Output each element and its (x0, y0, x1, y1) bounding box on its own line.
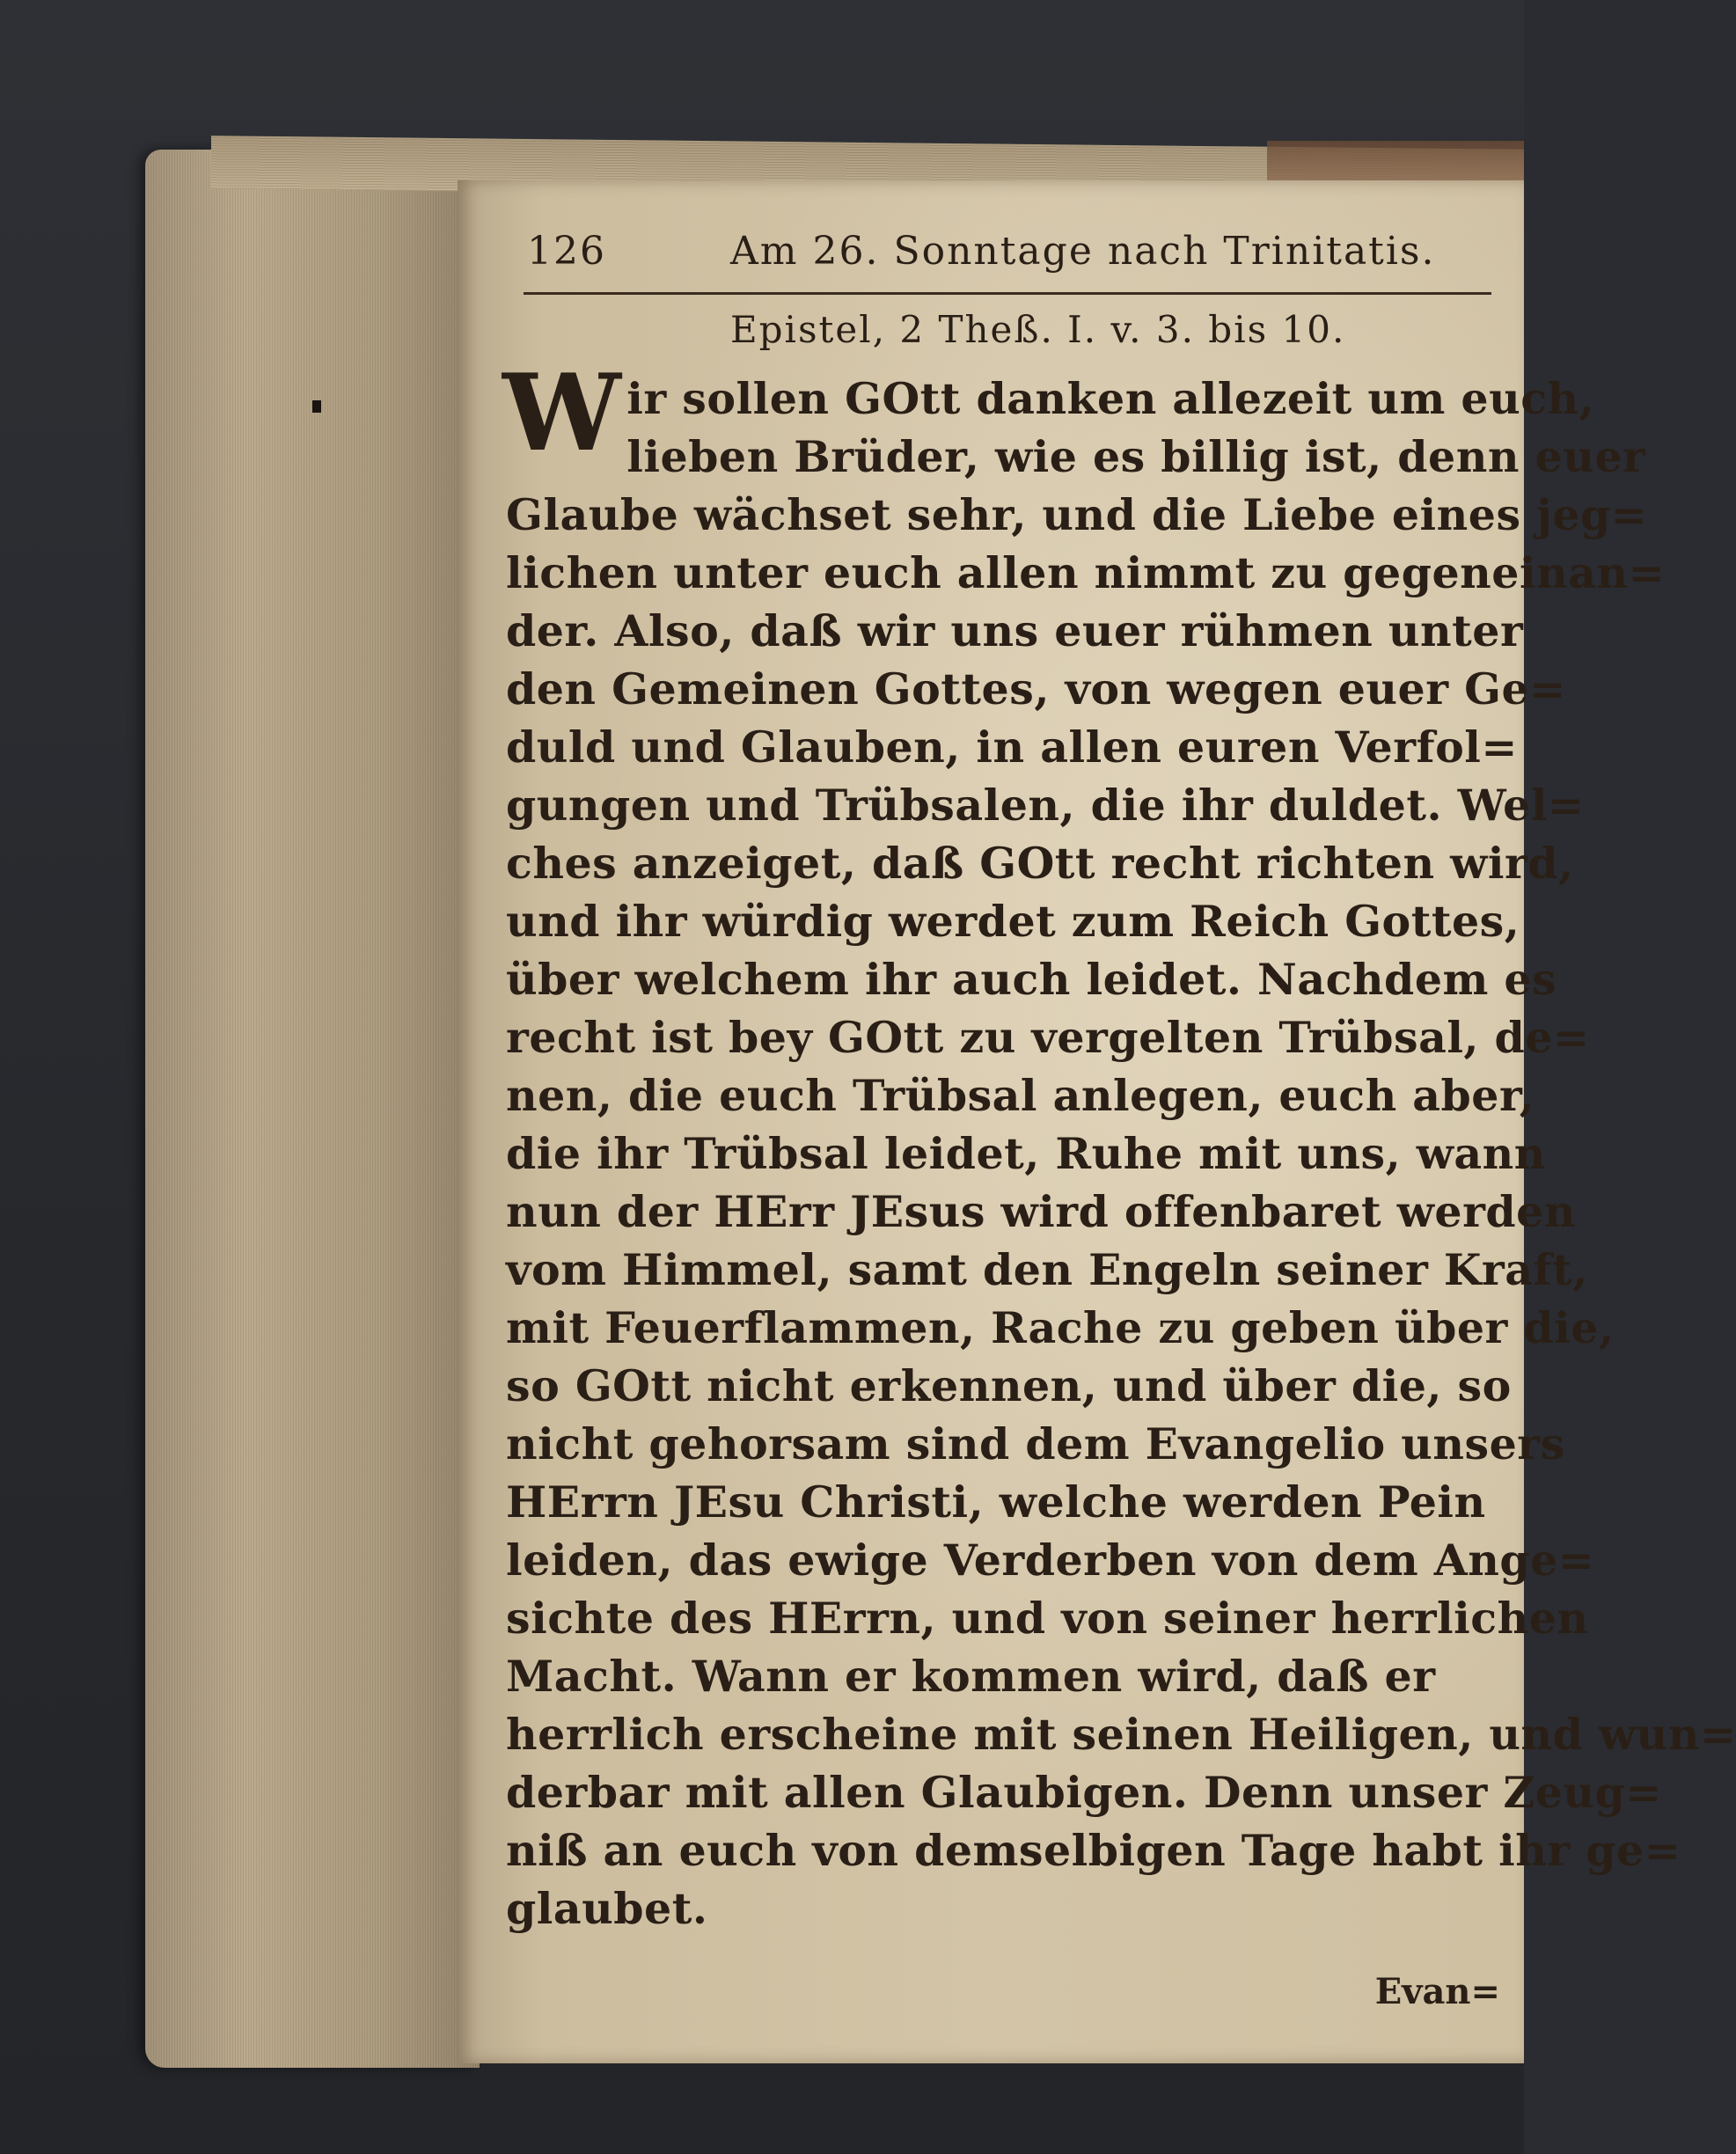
book-page (458, 180, 1736, 2063)
page-number: 126 (527, 229, 606, 274)
body-line: ches anzeiget, daß GOtt recht richten wird, (506, 838, 1574, 889)
running-head-title: Am 26. Sonntage nach Trinitatis. (730, 229, 1436, 274)
running-head (506, 220, 1500, 283)
body-line: nicht gehorsam sind dem Evangelio unsers (506, 1418, 1565, 1469)
body-line: recht ist bey GOtt zu vergelten Trübsal, de= (506, 1012, 1590, 1063)
body-line: Glaube wächset sehr, und die Liebe eines jeg= (506, 489, 1648, 540)
body-line: gungen und Trübsalen, die ihr duldet. Wel= (506, 780, 1585, 831)
drop-cap: W (502, 351, 622, 475)
body-line: glaubet. (506, 1883, 708, 1934)
body-line: nen, die euch Trübsal anlegen, euch aber, (506, 1070, 1535, 1121)
body-line: niß an euch von demselbigen Tage habt ihr ge= (506, 1825, 1681, 1876)
head-rule (524, 292, 1491, 295)
body-line: lichen unter euch allen nimmt zu gegeneinan= (506, 547, 1666, 598)
body-line: herrlich erscheine mit seinen Heiligen, und wun= (506, 1709, 1736, 1760)
body-line: sichte des HErrn, und von seiner herrlichen (506, 1593, 1589, 1644)
body-line: vom Himmel, samt den Engeln seiner Kraft, (506, 1244, 1588, 1295)
body-line: so GOtt nicht erkennen, und über die, so (506, 1360, 1512, 1411)
body-line: mit Feuerflammen, Rache zu geben über die, (506, 1302, 1615, 1353)
body-text (502, 351, 1736, 1938)
book-page-edges (145, 150, 480, 2068)
body-line: nun der HErr JEsus wird offenbaret werden (506, 1186, 1576, 1237)
section-heading: Epistel, 2 Theß. I. v. 3. bis 10. (730, 308, 1346, 351)
body-line: über welchem ihr auch leidet. Nachdem es (506, 954, 1557, 1005)
book-cover-strip (1267, 141, 1524, 183)
body-line: duld und Glauben, in allen euren Verfol= (506, 722, 1518, 773)
body-line: den Gemeinen Gottes, von wegen euer Ge= (506, 663, 1566, 714)
page-content (502, 220, 1736, 2024)
body-line: derbar mit allen Glaubigen. Denn unser Zeug= (506, 1767, 1662, 1818)
body-line: der. Also, daß wir uns euer rühmen unter (506, 605, 1524, 656)
body-line: ir sollen GOtt danken allezeit um euch, (626, 373, 1595, 424)
body-line: HErrn JEsu Christi, welche werden Pein (506, 1476, 1486, 1528)
body-line: die ihr Trübsal leidet, Ruhe mit uns, wann (506, 1128, 1546, 1179)
body-line: lieben Brüder, wie es billig ist, denn euer (626, 431, 1646, 482)
body-line: leiden, das ewige Verderben von dem Ange= (506, 1535, 1595, 1586)
body-line: Macht. Wann er kommen wird, daß er (506, 1651, 1436, 1702)
body-line: und ihr würdig werdet zum Reich Gottes, (506, 896, 1520, 947)
catchword: Evan= (1374, 1971, 1500, 2012)
ink-mark (312, 400, 321, 413)
